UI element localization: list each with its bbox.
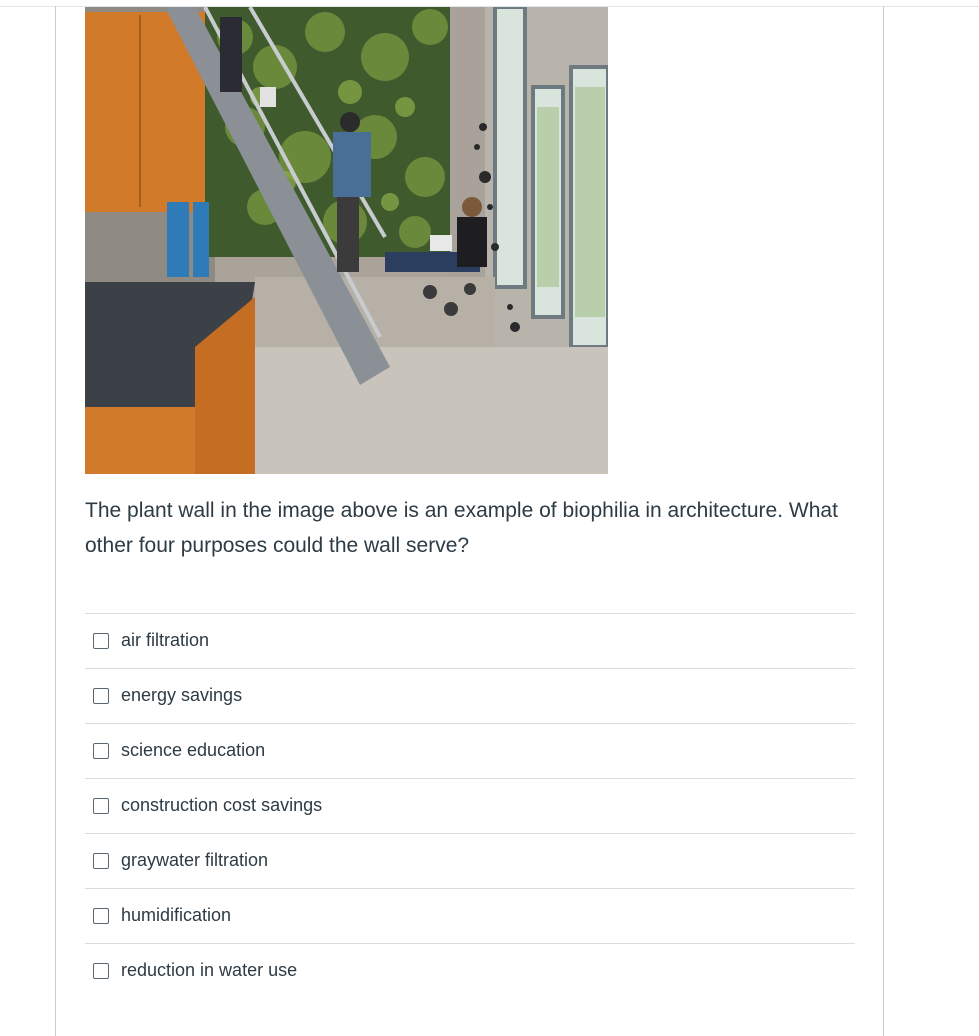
answer-option[interactable]	[85, 668, 855, 723]
answer-label[interactable]: science education	[121, 740, 266, 760]
answer-label[interactable]: construction cost savings	[121, 795, 323, 815]
answer-option[interactable]	[85, 723, 855, 778]
answer-option[interactable]	[85, 613, 855, 668]
checkbox[interactable]	[93, 743, 109, 759]
answer-label[interactable]: reduction in water use	[121, 960, 298, 980]
checkbox[interactable]	[93, 963, 109, 979]
answer-option[interactable]	[85, 888, 855, 943]
answer-list	[85, 613, 855, 998]
question-text: The plant wall in the image above is an example of biophilia in architecture. What other four purposes could the wall serve?	[85, 499, 838, 557]
answer-label[interactable]: air filtration	[121, 630, 210, 650]
checkbox[interactable]	[93, 798, 109, 814]
answer-option[interactable]	[85, 833, 855, 888]
checkbox[interactable]	[93, 633, 109, 649]
answer-option[interactable]	[85, 943, 855, 998]
checkbox[interactable]	[93, 688, 109, 704]
checkbox[interactable]	[93, 908, 109, 924]
plant-wall-photo	[85, 7, 608, 474]
answer-label[interactable]: energy savings	[121, 685, 243, 705]
checkbox[interactable]	[93, 853, 109, 869]
answer-option[interactable]	[85, 778, 855, 833]
answer-label[interactable]: graywater filtration	[121, 850, 269, 870]
answer-label[interactable]: humidification	[121, 905, 232, 925]
